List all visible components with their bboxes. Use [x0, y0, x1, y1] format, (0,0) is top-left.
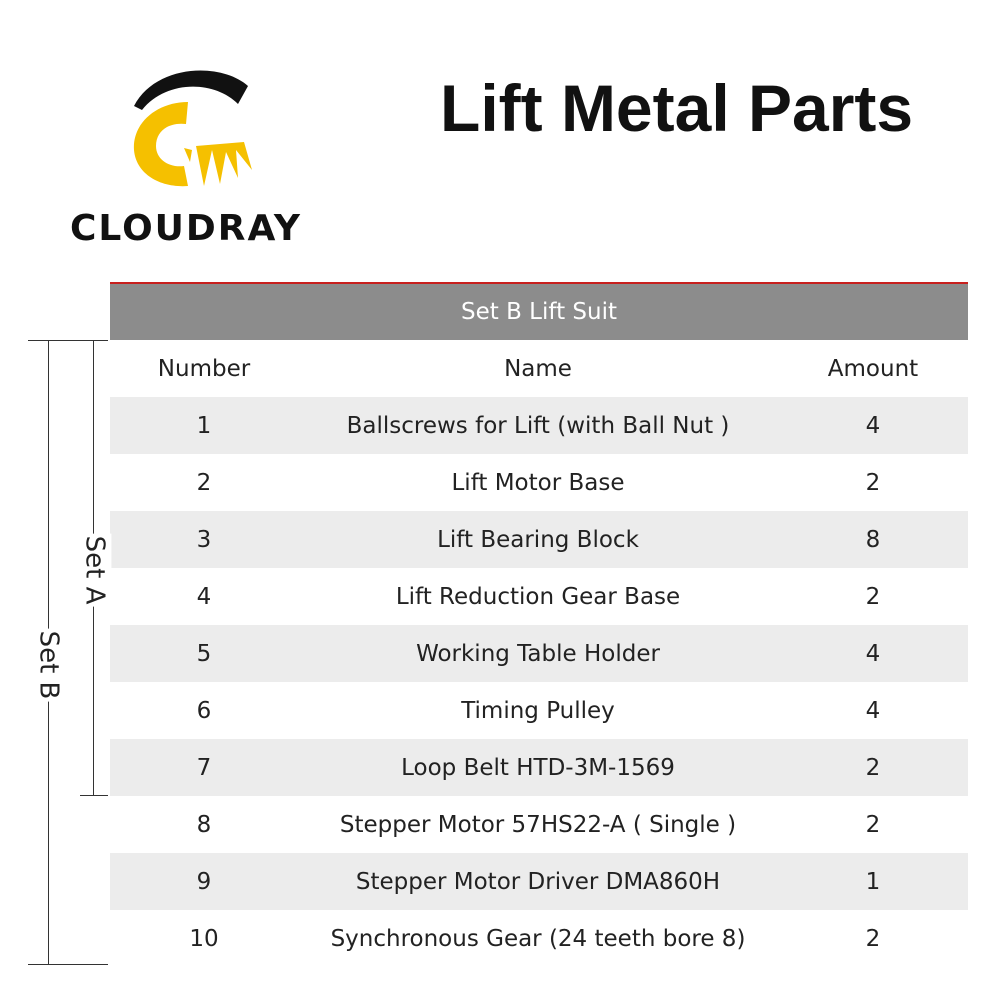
row-name: Timing Pulley — [461, 697, 615, 724]
set-b-bracket-bottom — [28, 964, 108, 965]
row-name: Loop Belt HTD-3M-1569 — [401, 754, 675, 781]
column-amount: Amount — [827, 355, 919, 382]
row-amount: 2 — [865, 811, 881, 838]
table-row — [110, 625, 968, 682]
row-amount: 4 — [865, 697, 881, 724]
row-name: Stepper Motor 57HS22-A ( Single ) — [339, 811, 737, 838]
column-name: Name — [504, 355, 572, 382]
column-header-row — [110, 340, 968, 397]
set-a-label: Set A — [79, 535, 110, 605]
table-row — [110, 568, 968, 625]
row-amount: 8 — [865, 526, 881, 553]
row-number: 5 — [196, 640, 212, 667]
table-row — [110, 511, 968, 568]
row-number: 6 — [196, 697, 212, 724]
column-number: Number — [157, 355, 251, 382]
row-amount: 2 — [865, 754, 881, 781]
brand-logo — [60, 60, 330, 260]
set-b-label: Set B — [33, 630, 64, 700]
row-number: 9 — [196, 868, 212, 895]
row-amount: 4 — [865, 412, 881, 439]
row-number: 3 — [196, 526, 212, 553]
table-row — [110, 454, 968, 511]
page-title: Lift Metal Parts — [440, 71, 914, 145]
parts-table — [110, 340, 968, 967]
row-name: Ballscrews for Lift (with Ball Nut ) — [346, 412, 730, 439]
table-row — [110, 739, 968, 796]
brand-name: CLOUDRAY — [70, 208, 302, 249]
row-number: 7 — [196, 754, 212, 781]
row-name: Stepper Motor Driver DMA860H — [355, 868, 721, 895]
table-row — [110, 910, 968, 967]
row-number: 4 — [196, 583, 212, 610]
row-amount: 2 — [865, 469, 881, 496]
row-amount: 4 — [865, 640, 881, 667]
row-amount: 1 — [865, 868, 881, 895]
cloudray-logo-icon — [126, 66, 256, 196]
row-amount: 2 — [865, 925, 881, 952]
table-row — [110, 682, 968, 739]
set-a-bracket-top — [80, 340, 108, 341]
row-name: Lift Bearing Block — [437, 526, 639, 553]
row-amount: 2 — [865, 583, 881, 610]
table-row — [110, 397, 968, 454]
row-number: 1 — [196, 412, 212, 439]
row-number: 2 — [196, 469, 212, 496]
row-name: Lift Reduction Gear Base — [395, 583, 681, 610]
set-a-bracket-bottom — [80, 795, 108, 796]
table-row — [110, 853, 968, 910]
row-number: 10 — [189, 925, 219, 952]
row-name: Lift Motor Base — [451, 469, 625, 496]
table-row — [110, 796, 968, 853]
row-name: Synchronous Gear (24 teeth bore 8) — [330, 925, 746, 952]
table-header: Set B Lift Suit — [110, 284, 968, 340]
row-name: Working Table Holder — [416, 640, 660, 667]
row-number: 8 — [196, 811, 212, 838]
